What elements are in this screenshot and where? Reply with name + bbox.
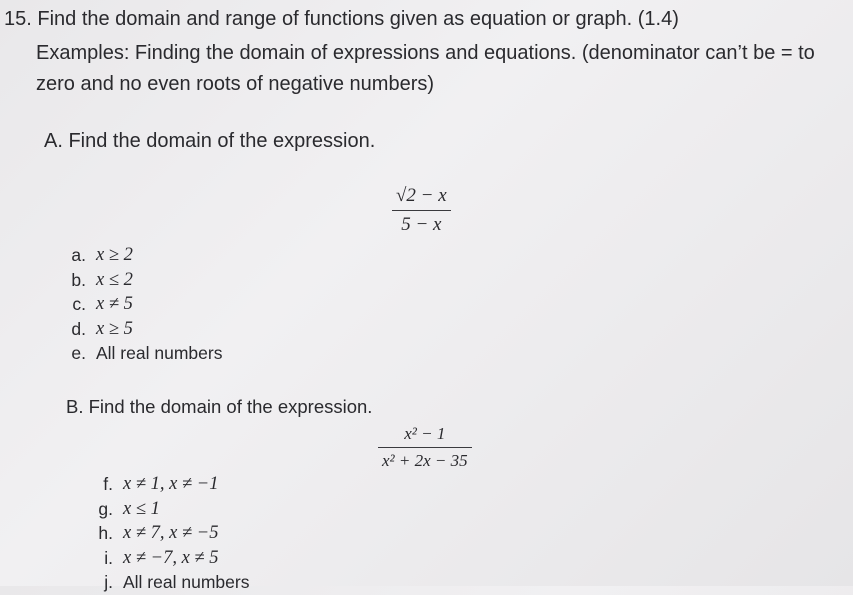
part-b-denominator: x² + 2x − 35: [382, 451, 468, 471]
fraction-bar: [392, 210, 451, 211]
option-f[interactable]: f. x ≠ 1, x ≠ −1: [103, 474, 219, 494]
part-a-options: [60, 243, 222, 366]
option-g[interactable]: g. x ≤ 1: [98, 498, 160, 519]
option-d[interactable]: d. x ≥ 5: [71, 318, 133, 339]
part-a-numerator: √2 − x: [396, 185, 447, 206]
option-b[interactable]: b. x ≤ 2: [71, 269, 133, 290]
option-a[interactable]: a. x ≥ 2: [71, 245, 133, 265]
part-b-expression: [378, 424, 472, 471]
option-e[interactable]: e. All real numbers: [71, 343, 223, 363]
option-i[interactable]: i. x ≠ −7, x ≠ 5: [104, 547, 219, 568]
question-title: 15. Find the domain and range of functions given as equation or graph. (1.4): [4, 8, 679, 30]
option-j[interactable]: j. All real numbers: [104, 572, 250, 592]
examples-text: Examples: Finding the domain of expressions and equations. (denominator can’t be = to zero and no even roots of negative numbers): [36, 42, 815, 95]
part-b-prompt: B. Find the domain of the expression.: [66, 396, 373, 417]
part-a-denominator: 5 − x: [401, 214, 442, 236]
part-a-expression: [392, 185, 451, 236]
option-h[interactable]: h. x ≠ 7, x ≠ −5: [98, 523, 219, 543]
part-a-prompt: A. Find the domain of the expression.: [44, 130, 376, 152]
option-c[interactable]: c. x ≠ 5: [72, 294, 133, 314]
fraction-bar: [378, 447, 472, 448]
part-b-numerator: x² − 1: [404, 424, 446, 443]
part-b-options: [87, 472, 249, 595]
